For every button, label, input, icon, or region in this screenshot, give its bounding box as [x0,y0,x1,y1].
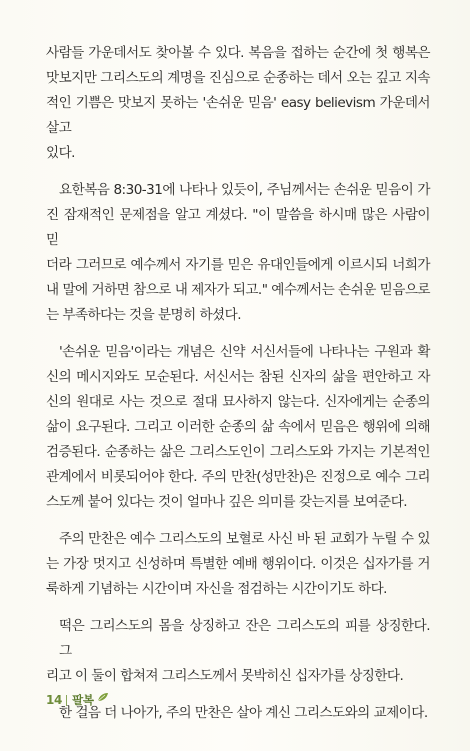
running-title: 팔복 [72,693,94,707]
text-line: 관계에서 비롯되어야 한다. 주의 만찬(성만찬)은 진정으로 예수 그리 [46,469,430,485]
text-line: 사람들 가운데서도 찾아볼 수 있다. 복음을 접하는 순간에 첫 행복은 [46,45,430,61]
paragraph-4 [46,527,430,602]
text-line: 있다. [46,145,75,161]
text-line: 맛보지만 그리스도의 계명을 진심으로 순종하는 데서 오는 깊고 지속 [46,70,430,86]
text-line: '손쉬운 믿음'이라는 개념은 신약 서신서들에 나타나는 구원과 확 [59,344,430,360]
text-line: 내 말에 거하면 참으로 내 제자가 되고." 예수께서는 손쉬운 믿음으로 [46,282,430,298]
text-line: 신의 원대로 사는 것으로 절대 묘사하지 않는다. 신자에게는 순종의 [46,394,430,410]
page-number: 14 [46,693,63,707]
body-text [46,41,430,738]
text-line: 적인 기쁨은 맛보지 못하는 '손쉬운 믿음' easy believism 가운데서 살고 [46,95,430,136]
paragraph-1 [46,41,430,166]
leaf-icon [97,687,109,706]
text-line: 한 걸음 더 나아가, 주의 만찬은 살아 계신 그리스도와의 교제이다. [59,705,428,721]
paragraph-5 [46,614,430,689]
text-line: 룩하게 기념하는 시간이며 자신을 점검하는 시간이기도 하다. [46,581,387,597]
paragraph-2 [46,178,430,328]
footer-divider [66,695,67,706]
text-line: 검증된다. 순종하는 삶은 그리스도인이 그리스도와 가지는 기본적인 [46,444,430,460]
text-line: 는 부족하다는 것을 분명히 하셨다. [46,307,241,323]
page-footer [46,690,109,710]
text-line: 스도께 붙어 있다는 것이 얼마나 깊은 의미를 갖는지를 보여준다. [46,494,408,510]
text-line: 떡은 그리스도의 몸을 상징하고 잔은 그리스도의 피를 상징한다. 그 [59,618,430,659]
text-line: 주의 만찬은 예수 그리스도의 보혈로 사신 바 된 교회가 누릴 수 있 [59,531,430,547]
text-line: 는 가장 멋지고 신성하며 특별한 예배 행위이다. 이것은 십자가를 거 [46,556,430,572]
paragraph-3 [46,340,430,515]
text-line: 신의 메시지와도 모순된다. 서신서는 참된 신자의 삶을 편안하고 자 [46,369,430,385]
text-line: 요한복음 8:30-31에 나타나 있듯이, 주님께서는 손쉬운 믿음이 가 [59,182,430,198]
text-line: 삶이 요구된다. 그리고 이러한 순종의 삶 속에서 믿음은 행위에 의해 [46,419,430,435]
text-line: 진 잠재적인 문제점을 알고 계셨다. "이 말씀을 하시매 많은 사람이 믿 [46,207,430,248]
text-line: 리고 이 둘이 합쳐져 그리스도께서 못박히신 십자가를 상징한다. [46,668,404,684]
text-line: 더라 그러므로 예수께서 자기를 믿은 유대인들에게 이르시되 너희가 [46,257,430,273]
